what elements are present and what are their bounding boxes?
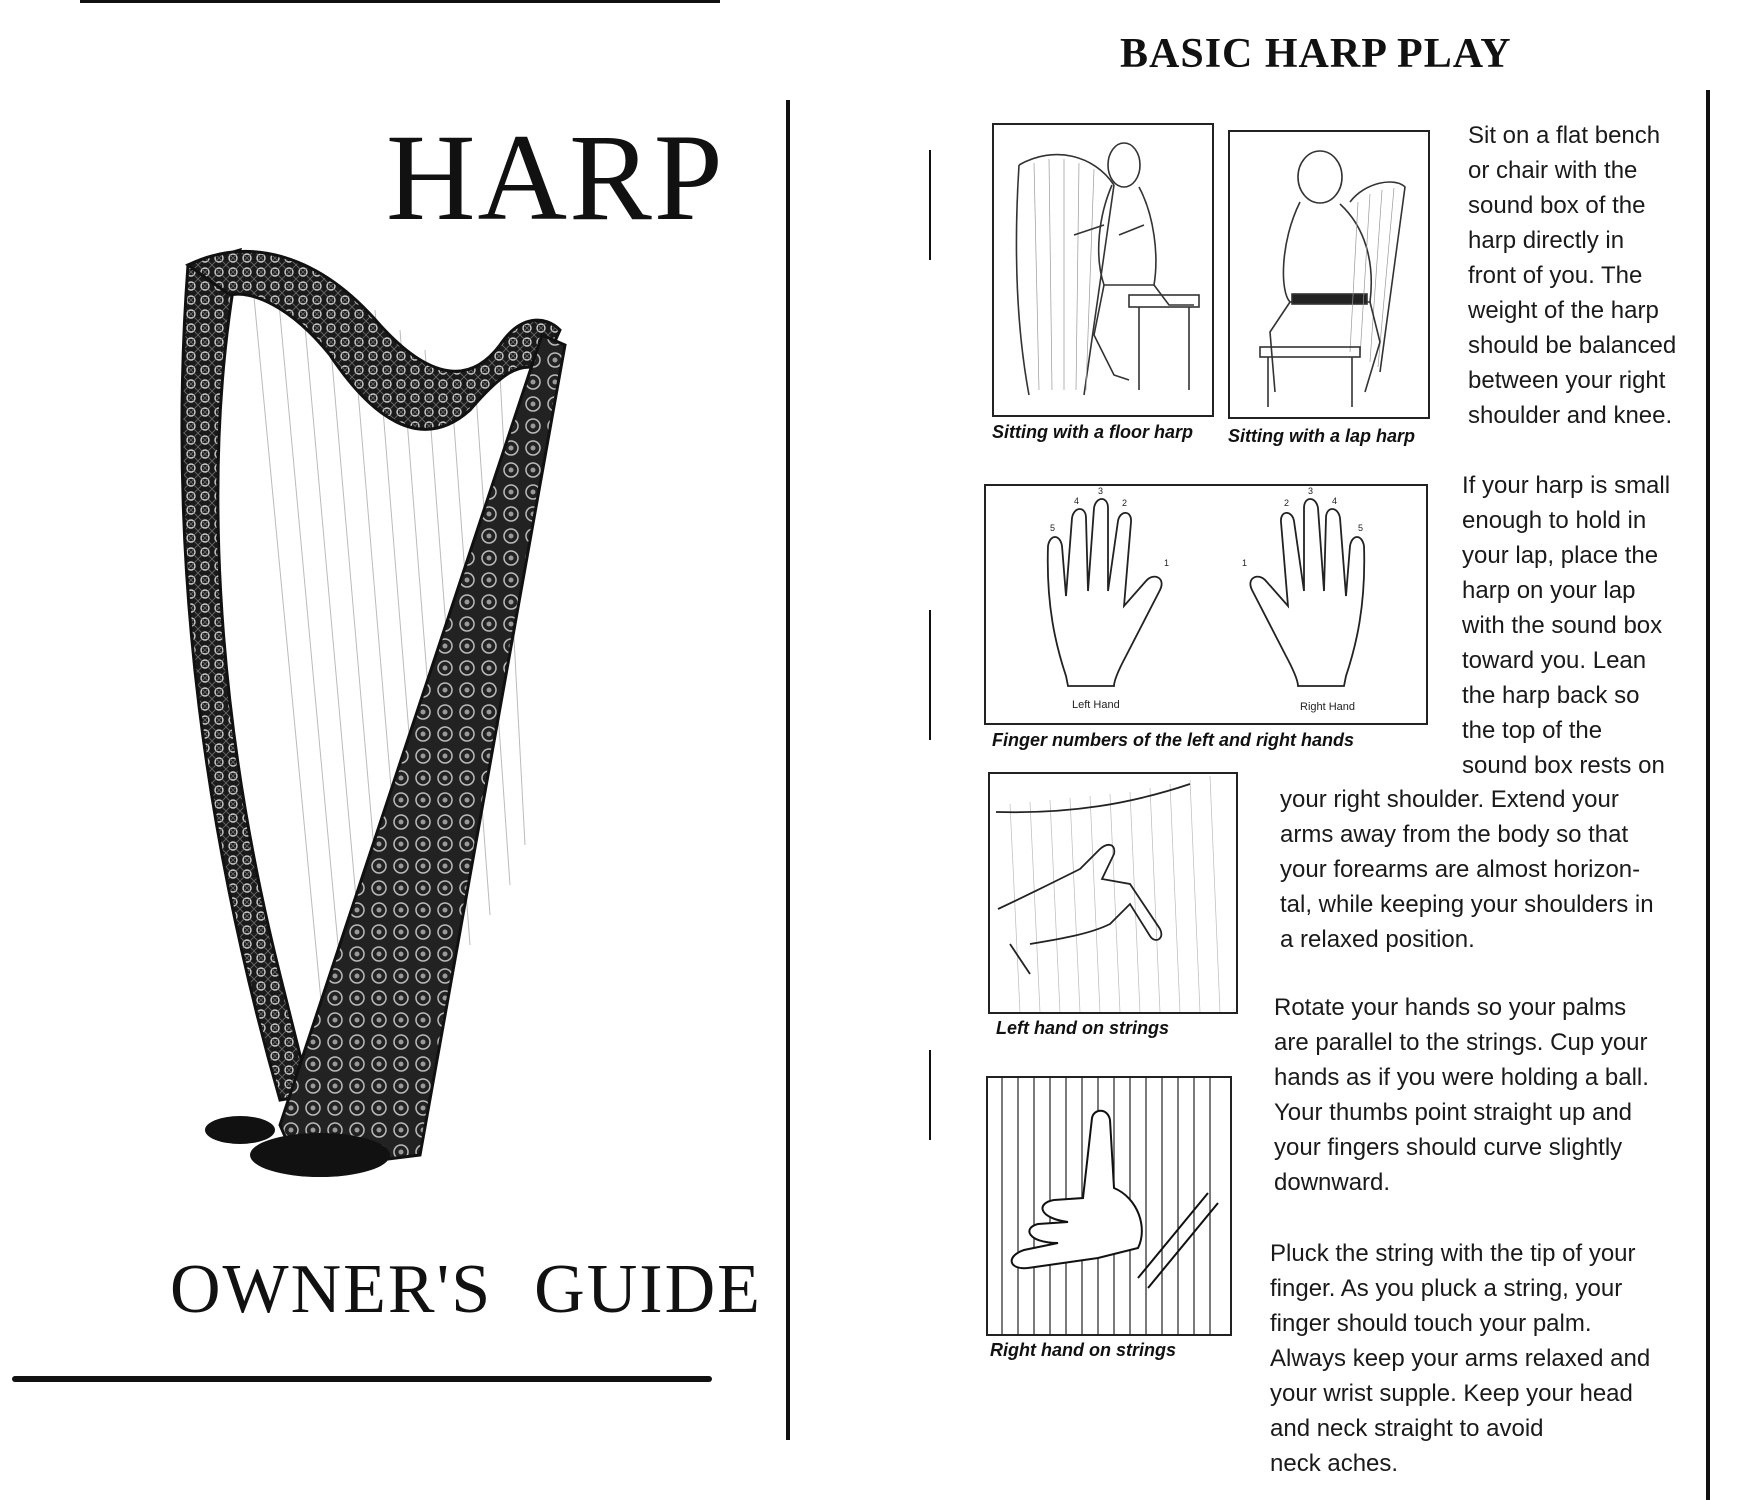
cover-title: HARP <box>386 109 725 246</box>
left-hand-strings-drawing <box>990 774 1236 1012</box>
margin-tick-2 <box>929 610 931 740</box>
top-rule-left <box>80 0 720 3</box>
bottom-rule-left <box>12 1376 712 1382</box>
paragraph-lap-harp-start: If your harp is small enough to hold in your lap, place the harp on your lap with the sound box toward you. Lean the harp back so the top of the sound box rests on <box>1462 472 1671 779</box>
caption-right-hand-strings: Right hand on strings <box>990 1340 1176 1360</box>
figure-right-hand-strings <box>986 1076 1232 1336</box>
hands-drawing <box>986 486 1426 723</box>
right-finger-1: 1 <box>1242 558 1248 568</box>
caption-left-hand-strings: Left hand on strings <box>996 1018 1169 1038</box>
left-hand-finger-numbers <box>1050 486 1169 568</box>
left-hand-label: Left Hand <box>1072 699 1120 711</box>
left-finger-3: 3 <box>1098 486 1104 496</box>
left-finger-4: 4 <box>1074 496 1080 506</box>
figure-lap-harp <box>1228 130 1430 419</box>
left-finger-2: 2 <box>1122 498 1128 508</box>
right-finger-4: 4 <box>1332 496 1338 506</box>
floor-harp-drawing <box>994 125 1212 415</box>
right-hand-finger-numbers <box>1242 486 1363 568</box>
caption-finger-numbers: Finger numbers of the left and right hands <box>992 730 1355 750</box>
margin-tick-1 <box>929 150 931 260</box>
left-finger-5: 5 <box>1050 523 1056 533</box>
figure-floor-harp <box>992 123 1214 417</box>
right-hand-strings-drawing <box>988 1078 1230 1334</box>
figure-finger-numbers <box>984 484 1428 725</box>
cover-subtitle-guide: GUIDE <box>534 1251 762 1328</box>
right-finger-3: 3 <box>1308 486 1314 496</box>
right-hand-label: Right Hand <box>1300 701 1356 713</box>
paragraph-hand-rotation: Rotate your hands so your palms are parallel to the strings. Cup your hands as if you were holding a ball. Your thumbs point straight up and your fingers should curve slightly downward. <box>1274 994 1649 1196</box>
lap-harp-drawing <box>1230 132 1428 417</box>
cover-subtitle <box>170 1250 762 1330</box>
paragraph-plucking: Pluck the string with the tip of your finger. As you pluck a string, your finger should touch your palm. Always keep your arms relaxed and your wrist supple. Keep your head and neck straight to avoid neck aches. <box>1270 1240 1651 1477</box>
paragraph-lap-harp-cont: your right shoulder. Extend your arms away from the body so that your forearms are almost horizon- tal, while keeping your shoulders in a relaxed position. <box>1280 786 1654 953</box>
cover-subtitle-owners: OWNER'S <box>170 1251 493 1328</box>
figure-left-hand-strings <box>988 772 1238 1014</box>
page-fold-line <box>786 100 790 1440</box>
caption-floor-harp: Sitting with a floor harp <box>992 422 1193 442</box>
paragraph-seating: Sit on a flat bench or chair with the sound box of the harp directly in front of you. The weight of the harp should be balanced between your right shoulder and knee. <box>1468 122 1677 429</box>
right-finger-2: 2 <box>1284 498 1290 508</box>
page-title: BASIC HARP PLAY <box>1120 31 1512 77</box>
right-finger-5: 5 <box>1358 523 1364 533</box>
harp-illustration <box>170 195 640 1195</box>
caption-lap-harp: Sitting with a lap harp <box>1228 426 1416 446</box>
margin-tick-3 <box>929 1050 931 1140</box>
left-finger-1: 1 <box>1164 558 1170 568</box>
